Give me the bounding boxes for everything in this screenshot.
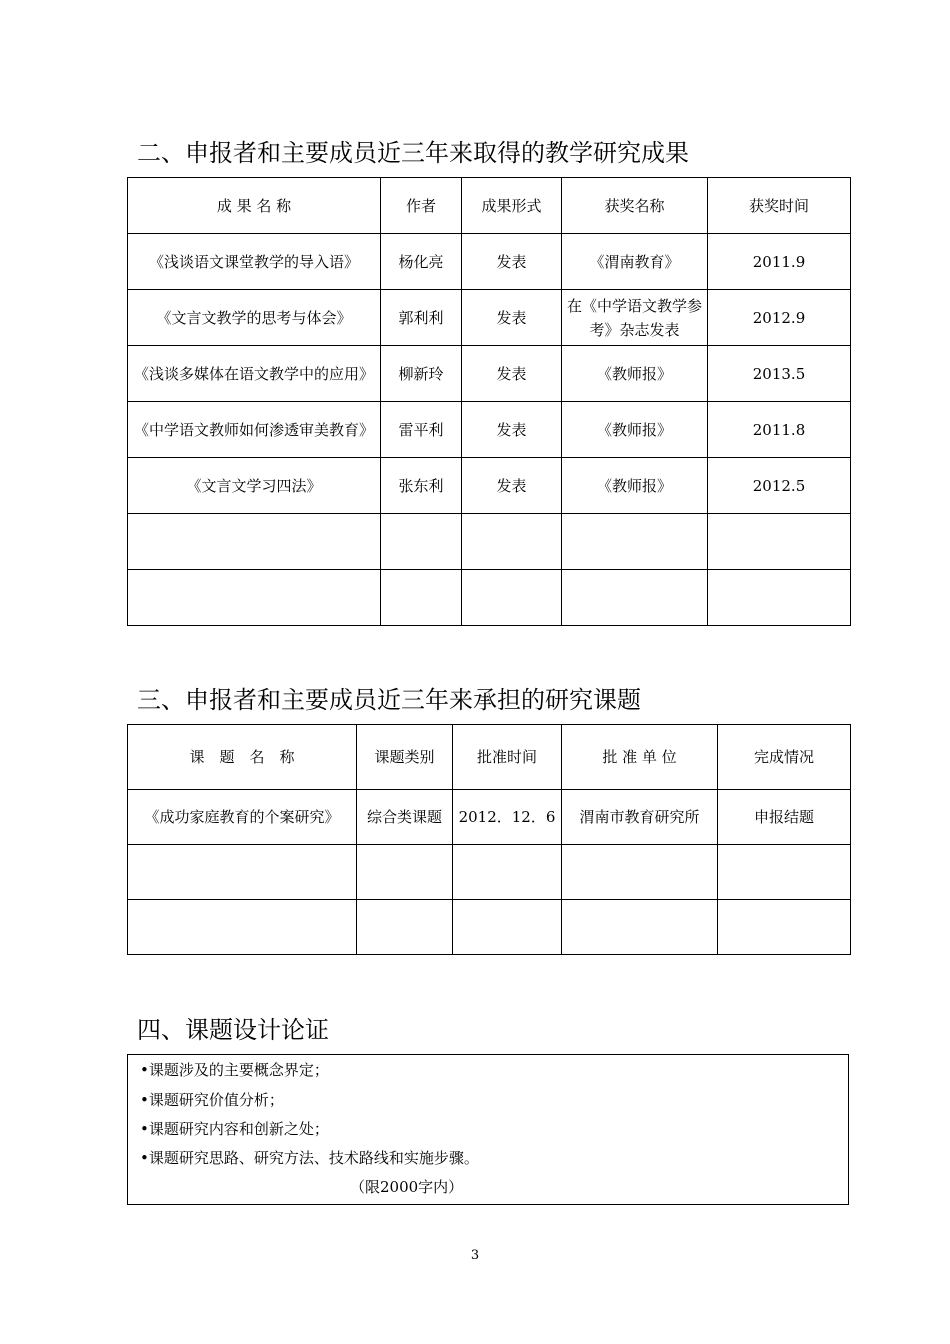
table-cell [708, 514, 851, 570]
design-argument-box [127, 1054, 849, 1205]
table-cell: 在《中学语文教学参考》杂志发表 [562, 290, 708, 346]
header-cell: 成果形式 [462, 178, 562, 234]
header-cell: 完成情况 [718, 725, 851, 790]
table-cell: 发表 [462, 290, 562, 346]
table-cell [562, 570, 708, 626]
table-cell [128, 570, 381, 626]
table-cell: 申报结题 [718, 790, 851, 845]
table-cell [453, 900, 562, 955]
table-cell [357, 845, 453, 900]
table-row [128, 514, 851, 570]
table-row [128, 900, 851, 955]
table-cell: 雷平利 [381, 402, 462, 458]
table-cell [462, 570, 562, 626]
table-cell: 郭利利 [381, 290, 462, 346]
design-item: •课题研究内容和创新之处； [140, 1120, 329, 1138]
table-cell [128, 514, 381, 570]
table-cell [562, 845, 718, 900]
table-row [128, 458, 851, 514]
header-cell: 获奖名称 [562, 178, 708, 234]
table-row [128, 234, 851, 290]
table-row [128, 402, 851, 458]
table-cell [128, 845, 357, 900]
table-cell [718, 900, 851, 955]
table-cell [128, 900, 357, 955]
achievements-table [127, 177, 851, 626]
table-cell: 《文言文学习四法》 [128, 458, 381, 514]
table-cell: 《教师报》 [562, 458, 708, 514]
header-cell: 批准时间 [453, 725, 562, 790]
table-cell: 2011.8 [708, 402, 851, 458]
table-cell: 2013.5 [708, 346, 851, 402]
header-cell: 批 准 单 位 [562, 725, 718, 790]
header-cell: 获奖时间 [708, 178, 851, 234]
table-cell: 发表 [462, 458, 562, 514]
table-row [128, 290, 851, 346]
section3-title: 三、申报者和主要成员近三年来承担的研究课题 [137, 686, 641, 714]
header-cell: 作者 [381, 178, 462, 234]
table-cell [708, 570, 851, 626]
table-cell: 《浅谈语文课堂教学的导入语》 [128, 234, 381, 290]
table-header-row [128, 725, 851, 790]
design-item: •课题研究思路、研究方法、技术路线和实施步骤。 [140, 1149, 479, 1167]
table-cell: 发表 [462, 234, 562, 290]
table-cell [718, 845, 851, 900]
page-number: 3 [470, 1248, 480, 1263]
header-cell: 成 果 名 称 [128, 178, 381, 234]
table-cell: 《文言文教学的思考与体会》 [128, 290, 381, 346]
table-cell: 张东利 [381, 458, 462, 514]
table-cell [462, 514, 562, 570]
table-row [128, 790, 851, 845]
section4-title: 四、课题设计论证 [137, 1016, 329, 1044]
table-cell: 杨化亮 [381, 234, 462, 290]
design-item: •课题研究价值分析； [140, 1091, 284, 1109]
table-cell: 《成功家庭教育的个案研究》 [128, 790, 357, 845]
table-cell [381, 570, 462, 626]
table-cell: 《渭南教育》 [562, 234, 708, 290]
table-cell: 《中学语文教师如何渗透审美教育》 [128, 402, 381, 458]
table-cell: 柳新玲 [381, 346, 462, 402]
table-cell: 综合类课题 [357, 790, 453, 845]
table-cell: 2012.9 [708, 290, 851, 346]
section2-title: 二、申报者和主要成员近三年来取得的教学研究成果 [137, 139, 689, 167]
table-cell: 发表 [462, 346, 562, 402]
table-cell: 2012．12．6 [453, 790, 562, 845]
research-topics-table [127, 724, 851, 955]
table-cell: 《教师报》 [562, 346, 708, 402]
table-cell: 《教师报》 [562, 402, 708, 458]
table-cell: 《浅谈多媒体在语文教学中的应用》 [128, 346, 381, 402]
table-cell: 渭南市教育研究所 [562, 790, 718, 845]
table-cell [562, 900, 718, 955]
header-cell: 课题类别 [357, 725, 453, 790]
table-row [128, 570, 851, 626]
table-cell [562, 514, 708, 570]
table-header-row [128, 178, 851, 234]
table-row [128, 346, 851, 402]
design-item: •课题涉及的主要概念界定； [140, 1061, 329, 1079]
header-cell: 课 题 名 称 [128, 725, 357, 790]
table-cell [453, 845, 562, 900]
table-cell: 发表 [462, 402, 562, 458]
table-cell: 2011.9 [708, 234, 851, 290]
word-limit-note: （限2000字内） [350, 1178, 464, 1196]
table-row [128, 845, 851, 900]
table-cell: 2012.5 [708, 458, 851, 514]
table-cell [357, 900, 453, 955]
table-cell [381, 514, 462, 570]
